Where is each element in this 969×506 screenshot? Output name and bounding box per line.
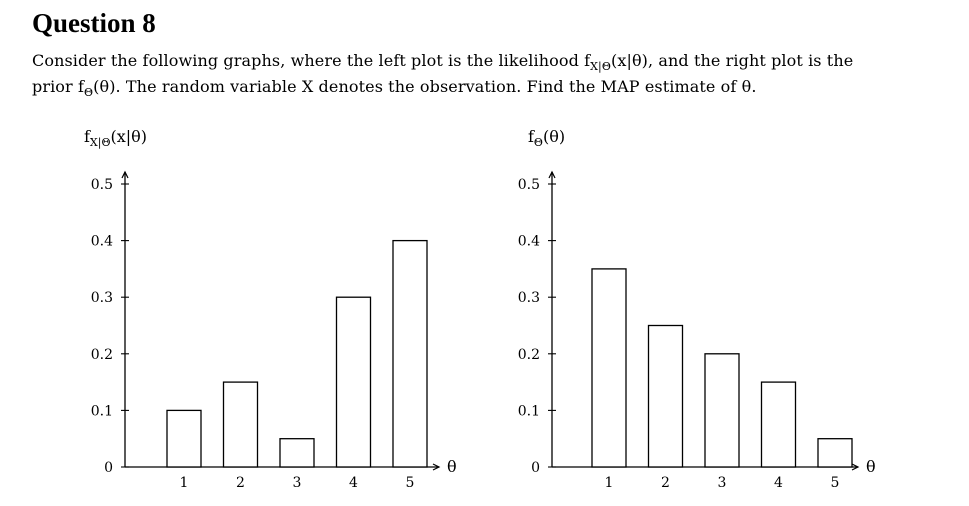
question-heading: Question 8 <box>32 8 156 38</box>
question-line2-pre: prior f <box>32 77 84 96</box>
question-line2-post: (θ). The random variable X denotes the observation. Find the MAP estimate of θ. <box>93 77 757 96</box>
question-line1-subscript: X|Θ <box>590 60 611 74</box>
chart-0-xtick-label-3: 3 <box>292 475 302 491</box>
likelihood-chart <box>0 118 480 503</box>
chart-1-ytick-label-0: 0 <box>531 460 540 476</box>
prior-chart <box>480 118 969 503</box>
chart-0-bar-3 <box>280 439 314 467</box>
chart-1-bar-4 <box>762 382 796 467</box>
chart-0-bar-5 <box>393 241 427 467</box>
chart-1-ytick-label-3: 0.3 <box>517 290 540 307</box>
chart-1-ytick-label-2: 0.2 <box>517 346 540 363</box>
chart-1-bar-1 <box>592 269 626 467</box>
chart-0-xtick-label-2: 2 <box>236 475 245 491</box>
chart-1-x-label: θ <box>866 457 876 476</box>
chart-1-bar-3 <box>705 354 739 467</box>
chart-1-bar-5 <box>818 439 852 467</box>
chart-0-bar-1 <box>167 410 201 467</box>
chart-1-ytick-label-1: 0.1 <box>517 403 540 420</box>
chart-0-ytick-label-0: 0 <box>104 460 113 476</box>
chart-0-xtick-label-1: 1 <box>179 475 189 491</box>
chart-0-ytick-label-3: 0.3 <box>90 290 113 307</box>
chart-1-xtick-label-2: 2 <box>661 475 670 491</box>
chart-1-xtick-label-1: 1 <box>604 475 614 491</box>
chart-1-xtick-label-4: 4 <box>774 475 783 491</box>
chart-0-xtick-label-4: 4 <box>349 475 358 491</box>
question-line1-post: (x|θ), and the right plot is the <box>610 51 854 70</box>
chart-1-ytick-label-5: 0.5 <box>517 177 540 193</box>
chart-1-xtick-label-5: 5 <box>830 475 840 491</box>
chart-1-y-label: $f_\Theta(\theta)$ <box>528 127 566 149</box>
chart-0-x-label: θ <box>447 457 457 476</box>
chart-1-ytick-label-4: 0.4 <box>517 233 540 250</box>
question-text <box>32 48 942 100</box>
chart-0-ytick-label-2: 0.2 <box>90 346 113 363</box>
chart-0-ytick-label-5: 0.5 <box>90 177 113 193</box>
chart-0-bar-4 <box>337 297 371 467</box>
chart-0-bar-2 <box>224 382 258 467</box>
chart-1-xtick-label-3: 3 <box>717 475 727 491</box>
chart-0-xtick-label-5: 5 <box>405 475 415 491</box>
chart-0-y-label: $f_{X|\Theta}(x|\theta)$ <box>84 127 148 149</box>
chart-1-bar-2 <box>649 326 683 468</box>
chart-0-ytick-label-1: 0.1 <box>90 403 113 420</box>
chart-0-ytick-label-4: 0.4 <box>90 233 113 250</box>
question-line1-pre: Consider the following graphs, where the left plot is the likelihood f <box>32 51 591 70</box>
question-line2-subscript: Θ <box>84 86 94 100</box>
